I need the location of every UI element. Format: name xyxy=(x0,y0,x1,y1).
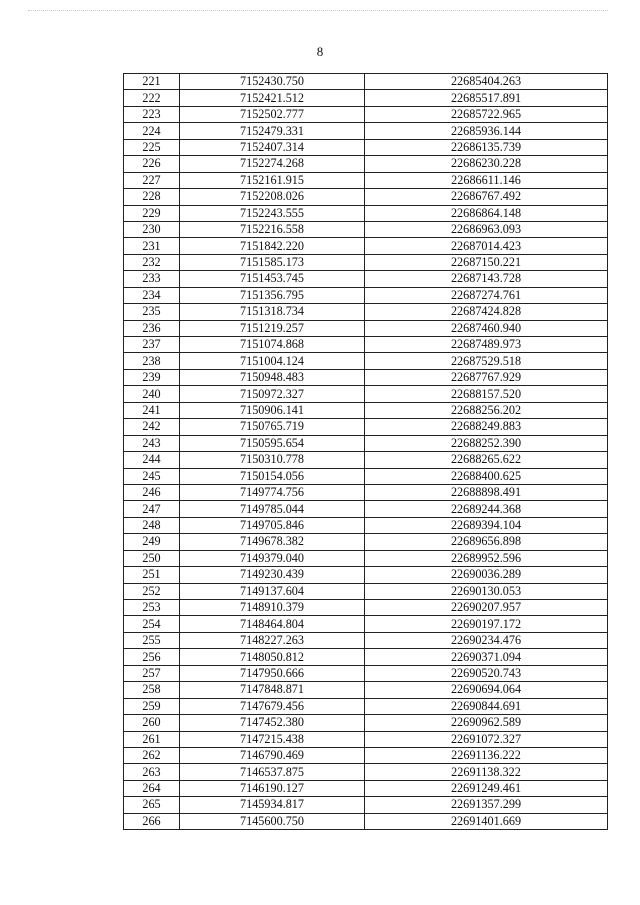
x-coordinate-cell: 7151842.220 xyxy=(180,238,365,254)
y-coordinate-cell: 22686135.739 xyxy=(365,139,608,155)
y-coordinate-cell: 22690036.289 xyxy=(365,567,608,583)
table-row xyxy=(124,369,608,385)
point-number-cell: 233 xyxy=(124,271,180,287)
x-coordinate-cell: 7149678.382 xyxy=(180,534,365,550)
y-coordinate-cell: 22690962.589 xyxy=(365,715,608,731)
x-coordinate-cell: 7146537.875 xyxy=(180,764,365,780)
x-coordinate-cell: 7150906.141 xyxy=(180,402,365,418)
x-coordinate-cell: 7150595.654 xyxy=(180,435,365,451)
table-row xyxy=(124,649,608,665)
point-number-cell: 224 xyxy=(124,123,180,139)
point-number-cell: 244 xyxy=(124,452,180,468)
table-row xyxy=(124,271,608,287)
y-coordinate-cell: 22691072.327 xyxy=(365,731,608,747)
x-coordinate-cell: 7145934.817 xyxy=(180,797,365,813)
table-row xyxy=(124,550,608,566)
table-row xyxy=(124,123,608,139)
x-coordinate-cell: 7146190.127 xyxy=(180,780,365,796)
x-coordinate-cell: 7152421.512 xyxy=(180,90,365,106)
y-coordinate-cell: 22687424.828 xyxy=(365,304,608,320)
x-coordinate-cell: 7147679.456 xyxy=(180,698,365,714)
x-coordinate-cell: 7147950.666 xyxy=(180,665,365,681)
y-coordinate-cell: 22688157.520 xyxy=(365,386,608,402)
x-coordinate-cell: 7151356.795 xyxy=(180,287,365,303)
table-row xyxy=(124,780,608,796)
y-coordinate-cell: 22687460.940 xyxy=(365,320,608,336)
table-row xyxy=(124,534,608,550)
x-coordinate-cell: 7147215.438 xyxy=(180,731,365,747)
x-coordinate-cell: 7152274.268 xyxy=(180,156,365,172)
point-number-cell: 228 xyxy=(124,189,180,205)
table-row xyxy=(124,731,608,747)
x-coordinate-cell: 7151219.257 xyxy=(180,320,365,336)
y-coordinate-cell: 22691357.299 xyxy=(365,797,608,813)
table-row xyxy=(124,337,608,353)
table-row xyxy=(124,616,608,632)
x-coordinate-cell: 7150154.056 xyxy=(180,468,365,484)
y-coordinate-cell: 22686230.228 xyxy=(365,156,608,172)
point-number-cell: 249 xyxy=(124,534,180,550)
point-number-cell: 251 xyxy=(124,567,180,583)
x-coordinate-cell: 7151004.124 xyxy=(180,353,365,369)
x-coordinate-cell: 7151318.734 xyxy=(180,304,365,320)
x-coordinate-cell: 7150948.483 xyxy=(180,369,365,385)
y-coordinate-cell: 22688256.202 xyxy=(365,402,608,418)
point-number-cell: 241 xyxy=(124,402,180,418)
table-row xyxy=(124,419,608,435)
table-row xyxy=(124,698,608,714)
point-number-cell: 260 xyxy=(124,715,180,731)
point-number-cell: 266 xyxy=(124,813,180,829)
point-number-cell: 231 xyxy=(124,238,180,254)
x-coordinate-cell: 7150972.327 xyxy=(180,386,365,402)
y-coordinate-cell: 22690844.691 xyxy=(365,698,608,714)
point-number-cell: 265 xyxy=(124,797,180,813)
table-row xyxy=(124,567,608,583)
y-coordinate-cell: 22689952.596 xyxy=(365,550,608,566)
point-number-cell: 226 xyxy=(124,156,180,172)
table-row xyxy=(124,517,608,533)
x-coordinate-cell: 7149785.044 xyxy=(180,501,365,517)
point-number-cell: 237 xyxy=(124,337,180,353)
table-row xyxy=(124,583,608,599)
table-row xyxy=(124,172,608,188)
y-coordinate-cell: 22685404.263 xyxy=(365,74,608,90)
point-number-cell: 246 xyxy=(124,484,180,500)
y-coordinate-cell: 22691401.669 xyxy=(365,813,608,829)
y-coordinate-cell: 22689656.898 xyxy=(365,534,608,550)
table-row xyxy=(124,484,608,500)
y-coordinate-cell: 22689244.368 xyxy=(365,501,608,517)
table-row xyxy=(124,764,608,780)
x-coordinate-cell: 7152243.555 xyxy=(180,205,365,221)
point-number-cell: 236 xyxy=(124,320,180,336)
point-number-cell: 262 xyxy=(124,747,180,763)
y-coordinate-cell: 22690197.172 xyxy=(365,616,608,632)
y-coordinate-cell: 22689394.104 xyxy=(365,517,608,533)
table-row xyxy=(124,797,608,813)
point-number-cell: 261 xyxy=(124,731,180,747)
x-coordinate-cell: 7149705.846 xyxy=(180,517,365,533)
y-coordinate-cell: 22691136.222 xyxy=(365,747,608,763)
y-coordinate-cell: 22685936.144 xyxy=(365,123,608,139)
point-number-cell: 250 xyxy=(124,550,180,566)
y-coordinate-cell: 22688898.491 xyxy=(365,484,608,500)
table-row xyxy=(124,320,608,336)
x-coordinate-cell: 7148464.804 xyxy=(180,616,365,632)
table-row xyxy=(124,353,608,369)
x-coordinate-cell: 7152479.331 xyxy=(180,123,365,139)
x-coordinate-cell: 7149379.040 xyxy=(180,550,365,566)
point-number-cell: 227 xyxy=(124,172,180,188)
point-number-cell: 259 xyxy=(124,698,180,714)
point-number-cell: 252 xyxy=(124,583,180,599)
point-number-cell: 242 xyxy=(124,419,180,435)
table-row xyxy=(124,90,608,106)
scan-artifact-line xyxy=(28,10,608,12)
point-number-cell: 258 xyxy=(124,682,180,698)
point-number-cell: 222 xyxy=(124,90,180,106)
y-coordinate-cell: 22687014.423 xyxy=(365,238,608,254)
point-number-cell: 234 xyxy=(124,287,180,303)
x-coordinate-cell: 7150310.778 xyxy=(180,452,365,468)
point-number-cell: 257 xyxy=(124,665,180,681)
point-number-cell: 253 xyxy=(124,600,180,616)
x-coordinate-cell: 7150765.719 xyxy=(180,419,365,435)
y-coordinate-cell: 22688249.883 xyxy=(365,419,608,435)
point-number-cell: 223 xyxy=(124,106,180,122)
y-coordinate-cell: 22685517.891 xyxy=(365,90,608,106)
y-coordinate-cell: 22686767.492 xyxy=(365,189,608,205)
point-number-cell: 263 xyxy=(124,764,180,780)
x-coordinate-cell: 7149137.604 xyxy=(180,583,365,599)
x-coordinate-cell: 7152502.777 xyxy=(180,106,365,122)
table-row xyxy=(124,715,608,731)
table-row xyxy=(124,468,608,484)
point-number-cell: 232 xyxy=(124,254,180,270)
y-coordinate-cell: 22691138.322 xyxy=(365,764,608,780)
page-number: 8 xyxy=(316,44,324,59)
y-coordinate-cell: 22691249.461 xyxy=(365,780,608,796)
table-row xyxy=(124,139,608,155)
x-coordinate-cell: 7147452.380 xyxy=(180,715,365,731)
y-coordinate-cell: 22690520.743 xyxy=(365,665,608,681)
point-number-cell: 240 xyxy=(124,386,180,402)
point-number-cell: 245 xyxy=(124,468,180,484)
y-coordinate-cell: 22687274.761 xyxy=(365,287,608,303)
y-coordinate-cell: 22690234.476 xyxy=(365,632,608,648)
x-coordinate-cell: 7152161.915 xyxy=(180,172,365,188)
table-row xyxy=(124,156,608,172)
point-number-cell: 254 xyxy=(124,616,180,632)
table-row xyxy=(124,221,608,237)
x-coordinate-cell: 7152216.558 xyxy=(180,221,365,237)
x-coordinate-cell: 7151585.173 xyxy=(180,254,365,270)
x-coordinate-cell: 7151074.868 xyxy=(180,337,365,353)
table-row xyxy=(124,287,608,303)
table-row xyxy=(124,747,608,763)
table-row xyxy=(124,682,608,698)
table-row xyxy=(124,74,608,90)
table-row xyxy=(124,632,608,648)
x-coordinate-cell: 7152407.314 xyxy=(180,139,365,155)
y-coordinate-cell: 22687767.929 xyxy=(365,369,608,385)
table-row xyxy=(124,304,608,320)
y-coordinate-cell: 22686611.146 xyxy=(365,172,608,188)
y-coordinate-cell: 22688265.622 xyxy=(365,452,608,468)
x-coordinate-cell: 7145600.750 xyxy=(180,813,365,829)
x-coordinate-cell: 7149230.439 xyxy=(180,567,365,583)
x-coordinate-cell: 7148910.379 xyxy=(180,600,365,616)
point-number-cell: 264 xyxy=(124,780,180,796)
point-number-cell: 221 xyxy=(124,74,180,90)
x-coordinate-cell: 7152208.026 xyxy=(180,189,365,205)
y-coordinate-cell: 22690371.094 xyxy=(365,649,608,665)
x-coordinate-cell: 7147848.871 xyxy=(180,682,365,698)
y-coordinate-cell: 22690694.064 xyxy=(365,682,608,698)
y-coordinate-cell: 22687529.518 xyxy=(365,353,608,369)
x-coordinate-cell: 7148227.263 xyxy=(180,632,365,648)
point-number-cell: 239 xyxy=(124,369,180,385)
x-coordinate-cell: 7152430.750 xyxy=(180,74,365,90)
table-row xyxy=(124,238,608,254)
x-coordinate-cell: 7151453.745 xyxy=(180,271,365,287)
y-coordinate-cell: 22688400.625 xyxy=(365,468,608,484)
table-row xyxy=(124,106,608,122)
coordinates-table-body xyxy=(124,74,608,830)
table-row xyxy=(124,665,608,681)
point-number-cell: 248 xyxy=(124,517,180,533)
table-row xyxy=(124,189,608,205)
point-number-cell: 235 xyxy=(124,304,180,320)
y-coordinate-cell: 22687143.728 xyxy=(365,271,608,287)
y-coordinate-cell: 22690207.957 xyxy=(365,600,608,616)
point-number-cell: 247 xyxy=(124,501,180,517)
table-row xyxy=(124,501,608,517)
point-number-cell: 230 xyxy=(124,221,180,237)
table-row xyxy=(124,452,608,468)
x-coordinate-cell: 7146790.469 xyxy=(180,747,365,763)
table-row xyxy=(124,254,608,270)
y-coordinate-cell: 22688252.390 xyxy=(365,435,608,451)
point-number-cell: 229 xyxy=(124,205,180,221)
x-coordinate-cell: 7148050.812 xyxy=(180,649,365,665)
point-number-cell: 255 xyxy=(124,632,180,648)
x-coordinate-cell: 7149774.756 xyxy=(180,484,365,500)
table-row xyxy=(124,813,608,829)
table-row xyxy=(124,386,608,402)
y-coordinate-cell: 22686864.148 xyxy=(365,205,608,221)
point-number-cell: 225 xyxy=(124,139,180,155)
y-coordinate-cell: 22690130.053 xyxy=(365,583,608,599)
table-row xyxy=(124,402,608,418)
coordinates-table xyxy=(123,73,608,830)
point-number-cell: 243 xyxy=(124,435,180,451)
point-number-cell: 256 xyxy=(124,649,180,665)
y-coordinate-cell: 22686963.093 xyxy=(365,221,608,237)
y-coordinate-cell: 22685722.965 xyxy=(365,106,608,122)
table-row xyxy=(124,600,608,616)
table-row xyxy=(124,435,608,451)
y-coordinate-cell: 22687489.973 xyxy=(365,337,608,353)
point-number-cell: 238 xyxy=(124,353,180,369)
table-row xyxy=(124,205,608,221)
y-coordinate-cell: 22687150.221 xyxy=(365,254,608,270)
